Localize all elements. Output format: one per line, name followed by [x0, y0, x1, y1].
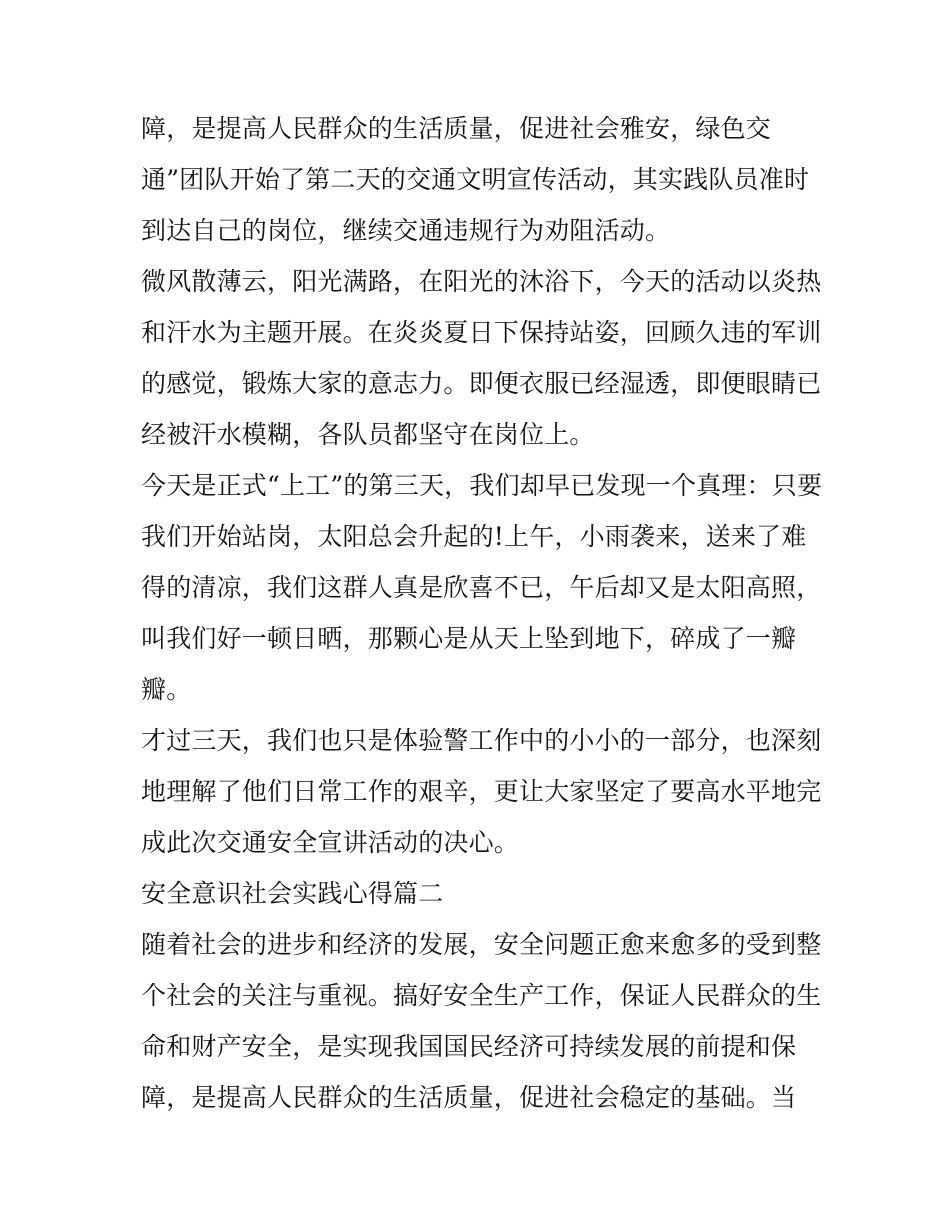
text-line: 瓣。	[141, 675, 192, 704]
text-line: 成此次交通安全宣讲活动的决心。	[141, 828, 520, 857]
document-body	[141, 103, 821, 1123]
section-heading: 安全意识社会实践心得篇二	[141, 879, 444, 908]
text-line: 随着社会的进步和经济的发展，安全问题正愈来愈多的受到整	[141, 930, 822, 959]
text-line: 叫我们好一顿日晒，那颗心是从天上坠到地下，碎成了一瓣	[141, 624, 797, 653]
text-line: 的感觉，锻炼大家的意志力。即便衣服已经湿透，即便眼睛已	[141, 369, 822, 398]
text-line: 障，是提高人民群众的生活质量，促进社会稳定的基础。当	[141, 1083, 797, 1112]
text-line: 到达自己的岗位，继续交通违规行为劝阻活动。	[141, 216, 671, 245]
text-line: 得的清凉，我们这群人真是欣喜不已，午后却又是太阳高照，	[141, 573, 822, 602]
text-line: 命和财产安全，是实现我国国民经济可持续发展的前提和保	[141, 1032, 797, 1061]
text-line: 个社会的关注与重视。搞好安全生产工作，保证人民群众的生	[141, 981, 822, 1010]
text-line: 我们开始站岗，太阳总会升起的!上午，小雨袭来，送来了难	[141, 522, 807, 551]
text-line: 经被汗水模糊，各队员都坚守在岗位上。	[141, 420, 595, 449]
text-line: 通”团队开始了第二天的交通文明宣传活动，其实践队员准时	[141, 165, 810, 194]
text-line: 微风散薄云，阳光满路，在阳光的沐浴下，今天的活动以炎热	[141, 267, 822, 296]
text-line: 地理解了他们日常工作的艰辛，更让大家坚定了要高水平地完	[141, 777, 822, 806]
text-line: 障，是提高人民群众的生活质量，促进社会雅安，绿色交	[141, 114, 772, 143]
text-line: 今天是正式“上工”的第三天，我们却早已发现一个真理：只要	[141, 471, 823, 500]
text-line: 和汗水为主题开展。在炎炎夏日下保持站姿，回顾久违的军训	[141, 318, 822, 347]
text-line: 才过三天，我们也只是体验警工作中的小小的一部分，也深刻	[141, 726, 822, 755]
